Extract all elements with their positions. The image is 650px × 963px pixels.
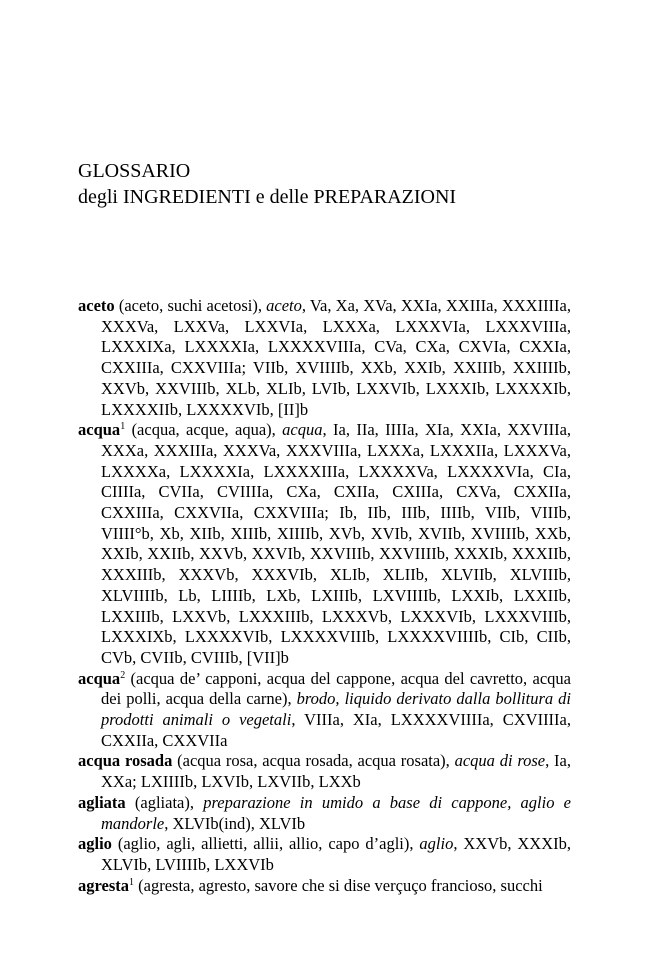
entry-gloss: preparazione in umido a base di cappone, aglio e mandorle	[101, 792, 571, 833]
glossary-entries	[78, 296, 571, 896]
entry-forms: (aglio, agli, allietti, allii, allio, capo d’agli),	[111, 834, 414, 854]
entry-superscript: 2	[120, 669, 126, 681]
entry-term: acqua rosada	[78, 751, 173, 771]
entry-gloss: acqua	[282, 420, 323, 440]
entry-gloss: acqua di rose	[454, 751, 546, 771]
entry-gloss: brodo, liquido derivato dalla bollitura di prodotti animali o vegetali	[101, 689, 572, 730]
glossary-entry-aceto	[78, 296, 571, 420]
entry-term: agliata	[78, 792, 126, 812]
glossary-entry-acqua-1	[78, 420, 571, 668]
entry-term: acqua	[78, 668, 121, 688]
glossary-entry-aglio	[78, 834, 571, 875]
entry-term: acqua	[78, 420, 121, 440]
glossary-entry-agresta-1	[78, 876, 571, 897]
title-line-2: degli INGREDIENTI e delle PREPARAZIONI	[78, 186, 457, 208]
entry-term: agresta	[78, 875, 130, 895]
entry-forms: (acqua rosa, acqua rosada, acqua rosata),	[172, 751, 450, 771]
entry-superscript: 1	[120, 421, 126, 433]
entry-references: , XXVb, XXXIb, XLVIb, LVIIIIb, LXXVIb	[101, 834, 571, 874]
entry-superscript: 1	[129, 876, 135, 888]
glossary-entry-agliata	[78, 793, 571, 834]
entry-forms: (agliata),	[125, 792, 194, 812]
entry-gloss: aglio	[419, 834, 454, 854]
entry-term: aglio	[78, 834, 112, 854]
entry-references: , XLVIb(ind), XLVIb	[164, 813, 306, 833]
entry-forms: (acqua de’ capponi, acqua del cappone, acqua del cavretto, acqua dei polli, acqua della carne),	[101, 668, 571, 709]
entry-references: , Va, Xa, XVa, XXIa, XXIIIa, XXXIIIIa, XXXVa, LXXVa, LXXVIa, LXXXa, LXXXVIa, LXXXVIIIa, LXXXIXa, LXXXXIa, LXXXXVIIIa, CVa, CXa, CXVIa, CXXIa, CXXIIIa, CXXVIIIa; VIIb, XVIIIIb, XXb, XXIb, XXIIIb, XXIIIIb, XXVb, XXVIIIb, XLb, XLIb, LVIb, LXXVIb, LXXXIb, LXXXXIb, LXXXXIIb, LXXXXVIb, [II]b	[101, 296, 571, 419]
glossary-entry-acqua-2	[78, 669, 571, 752]
glossary-page	[78, 158, 571, 210]
entry-references: , VIIIa, XIa, LXXXXVIIIIa, CXVIIIIa, CXXIIa, CXXVIIa	[101, 710, 571, 750]
entry-forms: (aceto, suchi acetosi),	[118, 296, 262, 315]
glossary-entry-acqua-rosada	[78, 751, 571, 792]
page-title	[78, 158, 571, 210]
entry-forms: (agresta, agresto, savore che si dise verçuço francioso, succhi	[134, 875, 543, 895]
entry-references: , Ia, IIa, IIIIa, XIa, XXIa, XXVIIIa, XXXa, XXXIIIa, XXXVa, XXXVIIIa, LXXXa, LXXXIIa, LXXXVa, LXXXXa, LXXXXIa, LXXXXIIIa, LXXXXVa, LXXXXVIa, CIa, CIIIIa, CVIIa, CVIIIIa, CXa, CXIIa, CXIIIa, CXVa, CXXIIa, CXXIIIa, CXXVIIa, CXXVIIIa; Ib, IIb, IIIb, IIIIb, VIIb, VIIIb, VIIII°b, Xb, XIIb, XIIIb, XIIIIb, XVb, XVIb, XVIIb, XVIIIIb, XXb, XXIb, XXIIb, XXVb, XXVIb, XXVIIIb, XXVIIIIb, XXXIb, XXXIIb, XXXIIIb, XXXVb, XXXVIb, XLIb, XLIIb, XLVIIb, XLVIIIb, XLVIIIIb, Lb, LIIIIb, LXb, LXIIIb, LXVIIIIb, LXXIb, LXXIIb, LXXIIIb, LXXVb, LXXXIIIb, LXXXVb, LXXXVIb, LXXXVIIIb, LXXXIXb, LXXXXVIb, LXXXXVIIIb, LXXXXVIIIIb, CIb, CIIb, CVb, CVIIb, CVIIIb, [VII]b	[101, 420, 572, 667]
entry-term: aceto	[78, 296, 115, 315]
title-line-1: GLOSSARIO	[78, 160, 191, 182]
entry-references: , Ia, XXa; LXIIIIb, LXVIb, LXVIIb, LXXb	[101, 751, 571, 792]
entry-forms: (acqua, acque, aqua),	[125, 420, 276, 440]
entry-gloss: aceto	[266, 296, 302, 315]
